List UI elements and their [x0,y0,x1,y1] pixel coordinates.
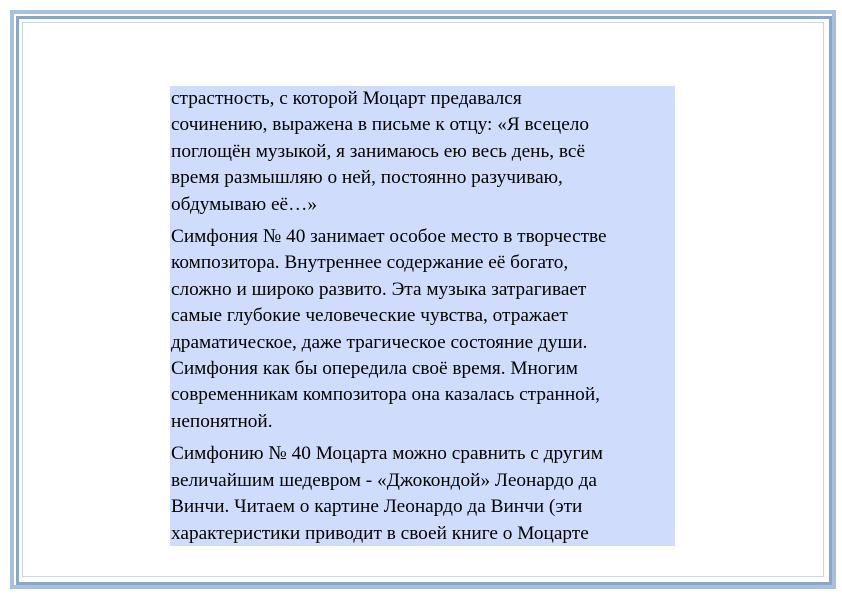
paragraph-symphony-40: Симфония № 40 занимает особое место в творчестве композитора. Внутреннее содержание её богато, сложно и широко развито. Эта музыка затрагивает самые глубокие человеческие чувства, отражает драматическое, даже трагическое состояние души. Симфония как бы опередила своё время. Многим современникам композитора она казалась странной, непонятной. [171,226,607,432]
text-block [170,86,675,546]
paragraph-mozart-letter: страстность, с которой Моцарт предавался сочинению, выражена в письме к отцу: «Я всецело поглощён музыкой, я занимаюсь ею весь день, всё время размышляю о ней, постоянно разучиваю, обдумываю её…» [171,88,590,215]
paragraph-gioconda-comparison: Симфонию № 40 Моцарта можно сравнить с другим величайшим шедевром - «Джокондой» Леонардо да Винчи. Читаем о картине Леонардо да Винчи (эти характеристики приводит в своей книге о Моцарте [171,443,603,544]
